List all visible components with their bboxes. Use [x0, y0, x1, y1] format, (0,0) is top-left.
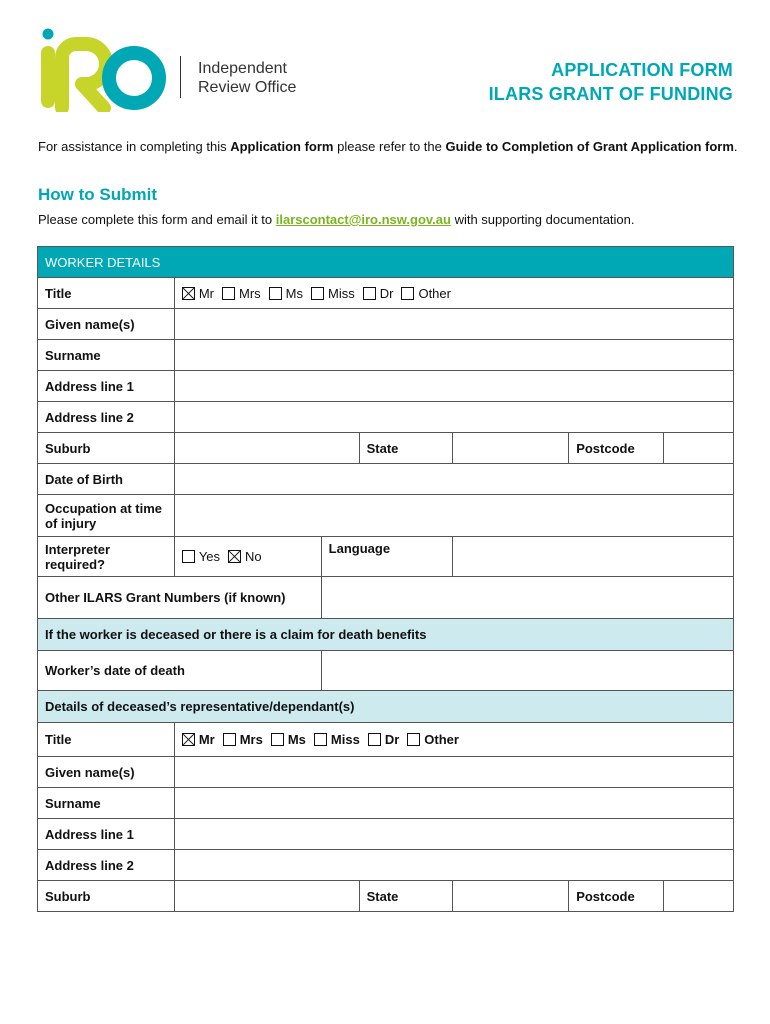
rep-title-label-other: Other: [424, 732, 459, 747]
rep-state-field[interactable]: [452, 881, 569, 912]
section-representative: Details of deceased’s representative/dependant(s): [38, 691, 734, 723]
rep-given-name-label: Given name(s): [38, 757, 175, 788]
rep-state-label: State: [359, 881, 452, 912]
rep-surname-label: Surname: [38, 788, 175, 819]
rep-title-option-ms[interactable]: [271, 732, 306, 747]
form-title: [489, 58, 733, 106]
worker-state-field[interactable]: [452, 433, 569, 464]
worker-title-checkbox-ms[interactable]: [269, 287, 282, 300]
worker-postcode-field[interactable]: [664, 433, 734, 464]
rep-title-checkbox-miss[interactable]: [314, 733, 327, 746]
interpreter-no-option[interactable]: [228, 549, 262, 564]
worker-title-label-mrs: Mrs: [239, 285, 261, 301]
worker-suburb-field[interactable]: [174, 433, 359, 464]
rep-address1-field[interactable]: [174, 819, 733, 850]
worker-surname-field[interactable]: [174, 340, 733, 371]
worker-title-label-miss: Miss: [328, 285, 355, 301]
worker-given-name-label: Given name(s): [38, 309, 175, 340]
language-label: Language: [321, 537, 452, 577]
rep-title-label: Title: [38, 723, 175, 757]
worker-state-label: State: [359, 433, 452, 464]
rep-title-label-ms: Ms: [287, 732, 306, 747]
form-title-line1: APPLICATION FORM: [551, 60, 733, 80]
rep-title-checkbox-dr[interactable]: [368, 733, 381, 746]
rep-title-option-other[interactable]: [407, 732, 459, 747]
rep-title-checkbox-mrs[interactable]: [223, 733, 236, 746]
rep-title-checkbox-ms[interactable]: [271, 733, 284, 746]
interpreter-yes-checkbox[interactable]: [182, 550, 195, 563]
rep-suburb-label: Suburb: [38, 881, 175, 912]
worker-title-label-other: Other: [418, 285, 451, 301]
rep-title-label-mrs: Mrs: [239, 732, 263, 747]
rep-address1-label: Address line 1: [38, 819, 175, 850]
interpreter-options: [174, 537, 321, 577]
worker-occupation-label: Occupation at time of injury: [38, 495, 175, 537]
worker-title-checkbox-mrs[interactable]: [222, 287, 235, 300]
other-grants-field[interactable]: [321, 577, 733, 619]
interpreter-yes-option[interactable]: [182, 549, 220, 564]
org-name-line1: Independent: [198, 60, 287, 77]
rep-surname-field[interactable]: [174, 788, 733, 819]
worker-title-checkbox-miss[interactable]: [311, 287, 324, 300]
section-worker-details: WORKER DETAILS: [38, 247, 734, 278]
worker-title-checkbox-other[interactable]: [401, 287, 414, 300]
worker-dob-field[interactable]: [174, 464, 733, 495]
section-deceased: If the worker is deceased or there is a claim for death benefits: [38, 619, 734, 651]
other-grants-label: Other ILARS Grant Numbers (if known): [38, 577, 322, 619]
worker-given-name-field[interactable]: [174, 309, 733, 340]
worker-address1-field[interactable]: [174, 371, 733, 402]
worker-dob-label: Date of Birth: [38, 464, 175, 495]
interpreter-no-checkbox[interactable]: [228, 550, 241, 563]
worker-address2-field[interactable]: [174, 402, 733, 433]
rep-address2-field[interactable]: [174, 850, 733, 881]
rep-title-option-miss[interactable]: [314, 732, 360, 747]
rep-postcode-label: Postcode: [569, 881, 664, 912]
worker-address1-label: Address line 1: [38, 371, 175, 402]
worker-address2-label: Address line 2: [38, 402, 175, 433]
worker-title-option-mr[interactable]: [182, 286, 214, 301]
worker-suburb-label: Suburb: [38, 433, 175, 464]
logo-divider: [180, 56, 181, 98]
rep-title-option-mrs[interactable]: [223, 732, 263, 747]
rep-postcode-field[interactable]: [664, 881, 734, 912]
rep-title-label-mr: Mr: [198, 732, 215, 747]
form-title-line2: ILARS GRANT OF FUNDING: [488, 84, 733, 104]
rep-title-checkbox-other[interactable]: [407, 733, 420, 746]
rep-title-option-mr[interactable]: [182, 732, 215, 747]
interpreter-label: Interpreter required?: [38, 537, 175, 577]
rep-title-checkbox-mr[interactable]: [182, 733, 195, 746]
worker-title-label-mr: Mr: [198, 285, 214, 301]
interpreter-no-label: No: [245, 549, 262, 564]
rep-title-label-miss: Miss: [330, 732, 360, 747]
rep-suburb-field[interactable]: [174, 881, 359, 912]
rep-title-label-dr: Dr: [384, 732, 400, 747]
worker-title-label: Title: [38, 278, 175, 309]
worker-title-label-ms: Ms: [285, 285, 304, 301]
rep-title-option-dr[interactable]: [368, 732, 399, 747]
worker-title-option-mrs[interactable]: [222, 286, 261, 301]
rep-address2-label: Address line 2: [38, 850, 175, 881]
worker-title-options: [174, 278, 733, 309]
worker-title-checkbox-dr[interactable]: [363, 287, 376, 300]
worker-title-option-dr[interactable]: [363, 286, 394, 301]
worker-title-checkbox-mr[interactable]: [182, 287, 195, 300]
worker-postcode-label: Postcode: [569, 433, 664, 464]
worker-title-option-ms[interactable]: [269, 286, 303, 301]
worker-title-option-miss[interactable]: [311, 286, 355, 301]
assistance-note: For assistance in completing this Application form please refer to the Guide to Completion of Grant Application form.: [38, 139, 738, 154]
worker-title-label-dr: Dr: [379, 285, 394, 301]
org-name-line2: Review Office: [198, 79, 297, 96]
how-to-submit-heading: How to Submit: [38, 185, 157, 204]
worker-surname-label: Surname: [38, 340, 175, 371]
date-of-death-field[interactable]: [321, 651, 733, 691]
email-link[interactable]: ilarscontact@iro.nsw.gov.au: [275, 212, 451, 227]
rep-given-name-field[interactable]: [174, 757, 733, 788]
org-name: [198, 59, 296, 97]
worker-title-option-other[interactable]: [401, 286, 451, 301]
date-of-death-label: Worker’s date of death: [38, 651, 322, 691]
rep-title-options: [174, 723, 733, 757]
worker-occupation-field[interactable]: [174, 495, 733, 537]
interpreter-yes-label: Yes: [198, 549, 221, 564]
language-field[interactable]: [452, 537, 734, 577]
submit-instructions: Please complete this form and email it to ilarscontact@iro.nsw.gov.au with supporting documentation.: [38, 212, 635, 227]
application-form-table: [37, 246, 734, 912]
